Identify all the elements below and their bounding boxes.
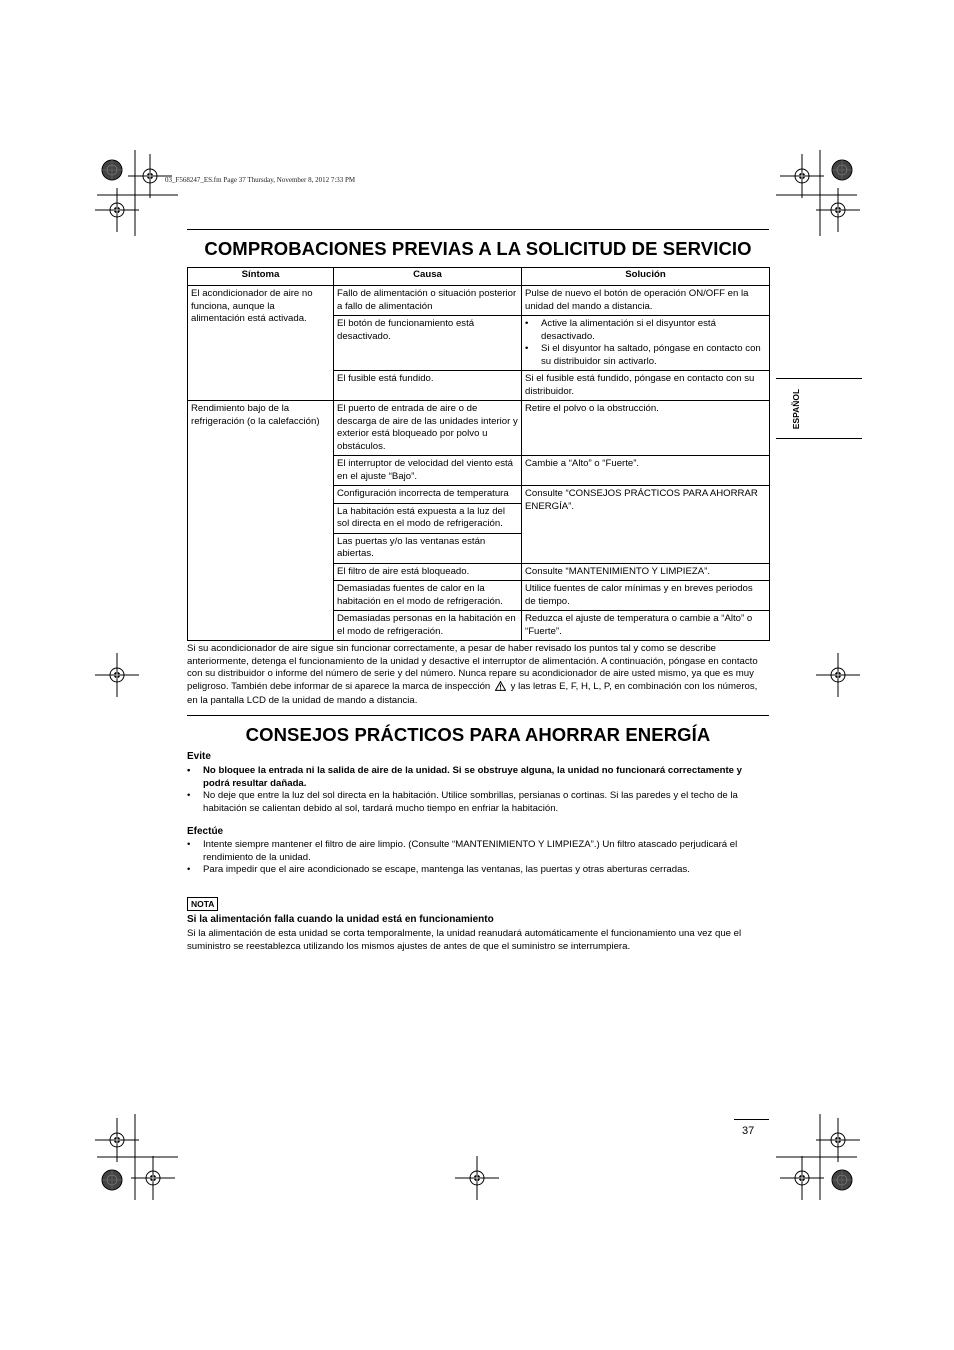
cause-cell: Las puertas y/o las ventanas están abiertas. (334, 533, 522, 563)
list-item: • No bloquee la entrada ni la salida de aire de la unidad. Si se obstruye alguna, la unidad no funcionará correctamente y podrá resultar dañada. (187, 765, 742, 789)
avoid-list (187, 765, 769, 815)
note-text: Si la alimentación de esta unidad se corta temporalmente, la unidad reanudará automáticamente el funcionamiento una vez que el suministro se reestablezca utilizando los mismos ajustes de antes de que el suministro se interrumpiera. (187, 928, 742, 952)
cause-cell: La habitación está expuesta a la luz del sol directa en el modo de refrigeración. (334, 503, 522, 533)
cause-cell: El puerto de entrada de aire o de descarga de aire de las unidades interior y exterior está bloqueado por polvo u obstáculos. (334, 401, 522, 456)
column-header-solution: Solución (522, 268, 770, 286)
cause-cell: Demasiadas personas en la habitación en el modo de refrigeración. (334, 611, 522, 641)
section-rule-energy (187, 715, 769, 716)
cause-cell: Fallo de alimentación o situación posterior a fallo de alimentación (334, 286, 522, 316)
note-heading: Si la alimentación falla cuando la unidad está en funcionamiento (187, 914, 494, 925)
warning-triangle-icon (495, 681, 506, 696)
solution-cell: Consulte “CONSEJOS PRÁCTICOS PARA AHORRAR ENERGÍA”. (522, 486, 770, 564)
troubleshooting-table (187, 267, 770, 641)
file-header: 03_F568247_ES.fm Page 37 Thursday, November 8, 2012 7:33 PM (165, 176, 356, 184)
side-tab-rule-bottom (776, 438, 862, 439)
table-header-row (188, 268, 770, 286)
solution-cell: Si el fusible está fundido, póngase en contacto con su distribuidor. (522, 371, 770, 401)
cause-cell: El fusible está fundido. (334, 371, 522, 401)
language-tab-label: ESPAÑOL (791, 388, 801, 430)
list-item: • Para impedir que el aire acondicionado se escape, mantenga las ventanas, las puertas y otras aberturas cerradas. (187, 864, 690, 875)
section-rule-top (187, 229, 769, 230)
note-label: NOTA (187, 897, 218, 911)
cause-cell: Configuración incorrecta de temperatura (334, 486, 522, 504)
cause-cell: El filtro de aire está bloqueado. (334, 563, 522, 581)
cause-cell: Demasiadas fuentes de calor en la habitación en el modo de refrigeración. (334, 581, 522, 611)
side-tab-rule-top (776, 378, 862, 379)
solution-cell: Reduzca el ajuste de temperatura o cambie a “Alto” o “Fuerte”. (522, 611, 770, 641)
cause-cell: El interruptor de velocidad del viento está en el ajuste “Bajo”. (334, 456, 522, 486)
section-title-service-checks: COMPROBACIONES PREVIAS A LA SOLICITUD DE SERVICIO (204, 238, 752, 259)
list-item: • No deje que entre la luz del sol directa en la habitación. Utilice sombrillas, persianas o cortinas. Si las paredes y el techo de la habitación se calientan debido al sol, tardará mucho tiempo en enfriar la habitación. (187, 790, 738, 814)
section-title-energy-tips: CONSEJOS PRÁCTICOS PARA AHORRAR ENERGÍA (245, 724, 711, 745)
avoid-heading: Evite (187, 751, 211, 762)
service-note-text-continued: y las letras E, F, H, L, P, en combinación con los números, en la pantalla LCD de la unidad de mando a distancia. (187, 680, 758, 706)
list-item: • Intente siempre mantener el filtro de aire limpio. (Consulte “MANTENIMIENTO Y LIMPIEZA”.) Un filtro atascado perjudicará el rendimiento de la unidad. (187, 839, 738, 863)
page-number: 37 (742, 1125, 755, 1137)
do-heading: Efectúe (187, 826, 224, 837)
solution-cell: Consulte “MANTENIMIENTO Y LIMPIEZA”. (522, 563, 770, 581)
solution-cell: Retire el polvo o la obstrucción. (522, 401, 770, 456)
column-header-symptom: Síntoma (188, 268, 334, 286)
solution-cell: Cambie a “Alto” o “Fuerte”. (522, 456, 770, 486)
solution-bullet: • Active la alimentación si el disyuntor está desactivado. (525, 318, 716, 342)
solution-cell (522, 316, 770, 371)
solution-cell: Pulse de nuevo el botón de operación ON/OFF en la unidad del mando a distancia. (522, 286, 770, 316)
service-note-paragraph (187, 643, 769, 708)
service-note-text: Si su acondicionador de aire sigue sin funcionar correctamente, a pesar de haber revisado los puntos tal y como se describe anteriormente, detenga el funcionamiento de la unidad y desactive el interruptor de alimentación. A continuación, póngase en contacto con su distribuidor o informe del número de serie y del número. Nunca repare su acondicionador de aire usted mismo, ya que es muy peligroso. También debe informar de si aparece la marca de inspección (187, 643, 758, 692)
column-header-cause: Causa (334, 268, 522, 286)
solution-cell: Utilice fuentes de calor mínimas y en breves periodos de tiempo. (522, 581, 770, 611)
cause-cell: El botón de funcionamiento está desactivado. (334, 316, 522, 371)
page-number-rule (734, 1119, 769, 1120)
table-row (188, 401, 770, 456)
symptom-cell: El acondicionador de aire no funciona, aunque la alimentación está activada. (188, 286, 334, 401)
solution-bullet: • Si el disyuntor ha saltado, póngase en contacto con su distribuidor sin activarlo. (525, 343, 761, 367)
do-list (187, 839, 769, 877)
table-row (188, 286, 770, 316)
language-tab (790, 385, 802, 433)
symptom-cell: Rendimiento bajo de la refrigeración (o la calefacción) (188, 401, 334, 641)
